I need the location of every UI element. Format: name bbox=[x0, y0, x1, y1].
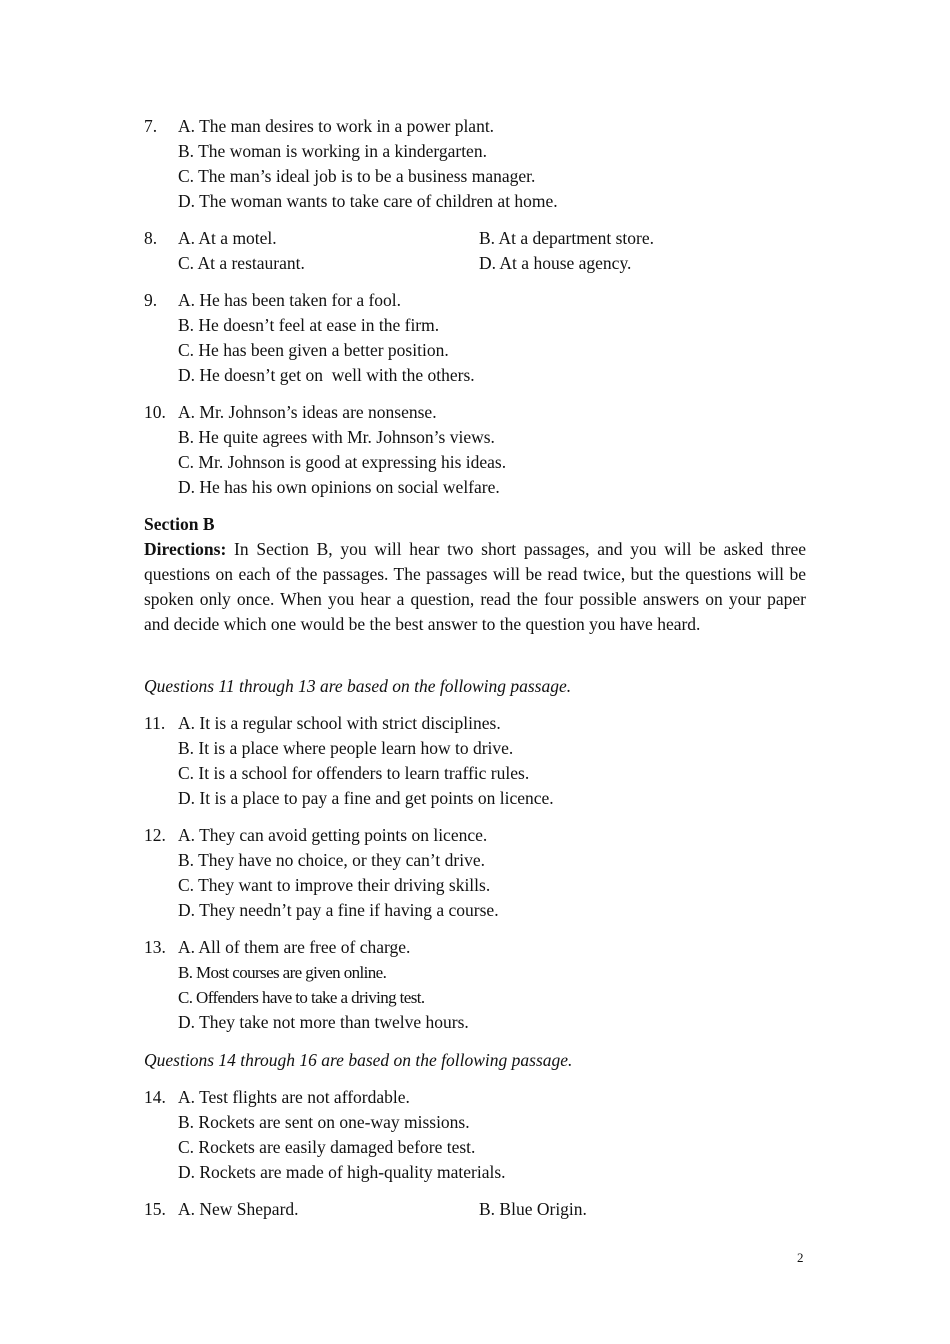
option-c: C. The man’s ideal job is to be a business manager. bbox=[178, 166, 536, 186]
option-c: C. Rockets are easily damaged before test. bbox=[178, 1137, 476, 1157]
option-d: D. They needn’t pay a fine if having a course. bbox=[178, 900, 499, 920]
option-d: D. He has his own opinions on social welfare. bbox=[178, 477, 500, 497]
option-c: C. Mr. Johnson is good at expressing his ideas. bbox=[178, 452, 507, 472]
question-number: 8. bbox=[144, 228, 158, 248]
question-11 bbox=[144, 711, 808, 811]
question-10 bbox=[144, 400, 808, 500]
option-b: B. Most courses are given online. bbox=[178, 963, 387, 982]
question-7 bbox=[144, 114, 808, 214]
option-a: A. All of them are free of charge. bbox=[178, 937, 411, 957]
option-c: C. It is a school for offenders to learn traffic rules. bbox=[178, 763, 530, 783]
option-c: C. Offenders have to take a driving test. bbox=[178, 988, 425, 1007]
option-a: A. They can avoid getting points on licence. bbox=[178, 825, 488, 845]
question-number: 11. bbox=[144, 713, 166, 733]
section-title: Section B bbox=[144, 514, 215, 534]
option-d: D. At a house agency. bbox=[479, 253, 632, 273]
passage-intro-2: Questions 14 through 16 are based on the following passage. bbox=[144, 1050, 573, 1070]
option-d: D. Rockets are made of high-quality materials. bbox=[178, 1162, 506, 1182]
question-15 bbox=[144, 1197, 808, 1222]
question-9 bbox=[144, 288, 808, 388]
option-b: B. Blue Origin. bbox=[479, 1199, 587, 1219]
option-a: A. Mr. Johnson’s ideas are nonsense. bbox=[178, 402, 437, 422]
option-a: A. The man desires to work in a power plant. bbox=[178, 116, 495, 136]
option-a: A. He has been taken for a fool. bbox=[178, 290, 402, 310]
option-c: C. They want to improve their driving skills. bbox=[178, 875, 491, 895]
option-b: B. The woman is working in a kindergarten. bbox=[178, 141, 487, 161]
option-d: D. It is a place to pay a fine and get points on licence. bbox=[178, 788, 554, 808]
option-b: B. At a department store. bbox=[479, 228, 654, 248]
option-a: A. At a motel. bbox=[178, 228, 277, 248]
question-number: 15. bbox=[144, 1199, 166, 1219]
passage-intro-1: Questions 11 through 13 are based on the following passage. bbox=[144, 676, 572, 696]
question-12 bbox=[144, 823, 808, 923]
question-number: 13. bbox=[144, 937, 166, 957]
question-number: 14. bbox=[144, 1087, 166, 1107]
option-b: B. Rockets are sent on one-way missions. bbox=[178, 1112, 470, 1132]
question-14 bbox=[144, 1085, 808, 1185]
option-d: D. The woman wants to take care of children at home. bbox=[178, 191, 558, 211]
option-d: D. They take not more than twelve hours. bbox=[178, 1012, 469, 1032]
option-d: D. He doesn’t get on well with the others. bbox=[178, 365, 475, 385]
directions-text: In Section B, you will hear two short passages, and you will be asked three questions on each of the passages. The passages will be read twice, but the questions will be spoken only once. When you hear a question, read the four possible answers on your paper and decide which one would be the best answer to the question you have heard. bbox=[144, 539, 806, 634]
page-number: 2 bbox=[797, 1250, 804, 1265]
option-b: B. It is a place where people learn how to drive. bbox=[178, 738, 514, 758]
question-number: 10. bbox=[144, 402, 166, 422]
option-b: B. They have no choice, or they can’t drive. bbox=[178, 850, 485, 870]
option-c: C. He has been given a better position. bbox=[178, 340, 449, 360]
option-a: A. Test flights are not affordable. bbox=[178, 1087, 410, 1107]
option-c: C. At a restaurant. bbox=[178, 253, 305, 273]
directions-label: Directions: bbox=[144, 539, 227, 559]
question-number: 9. bbox=[144, 290, 158, 310]
question-13 bbox=[144, 935, 808, 1035]
option-b: B. He quite agrees with Mr. Johnson’s views. bbox=[178, 427, 495, 447]
question-8 bbox=[144, 226, 808, 276]
option-b: B. He doesn’t feel at ease in the firm. bbox=[178, 315, 440, 335]
option-a: A. It is a regular school with strict disciplines. bbox=[178, 713, 501, 733]
option-a: A. New Shepard. bbox=[178, 1199, 299, 1219]
directions bbox=[144, 537, 806, 637]
question-number: 12. bbox=[144, 825, 166, 845]
question-number: 7. bbox=[144, 116, 158, 136]
